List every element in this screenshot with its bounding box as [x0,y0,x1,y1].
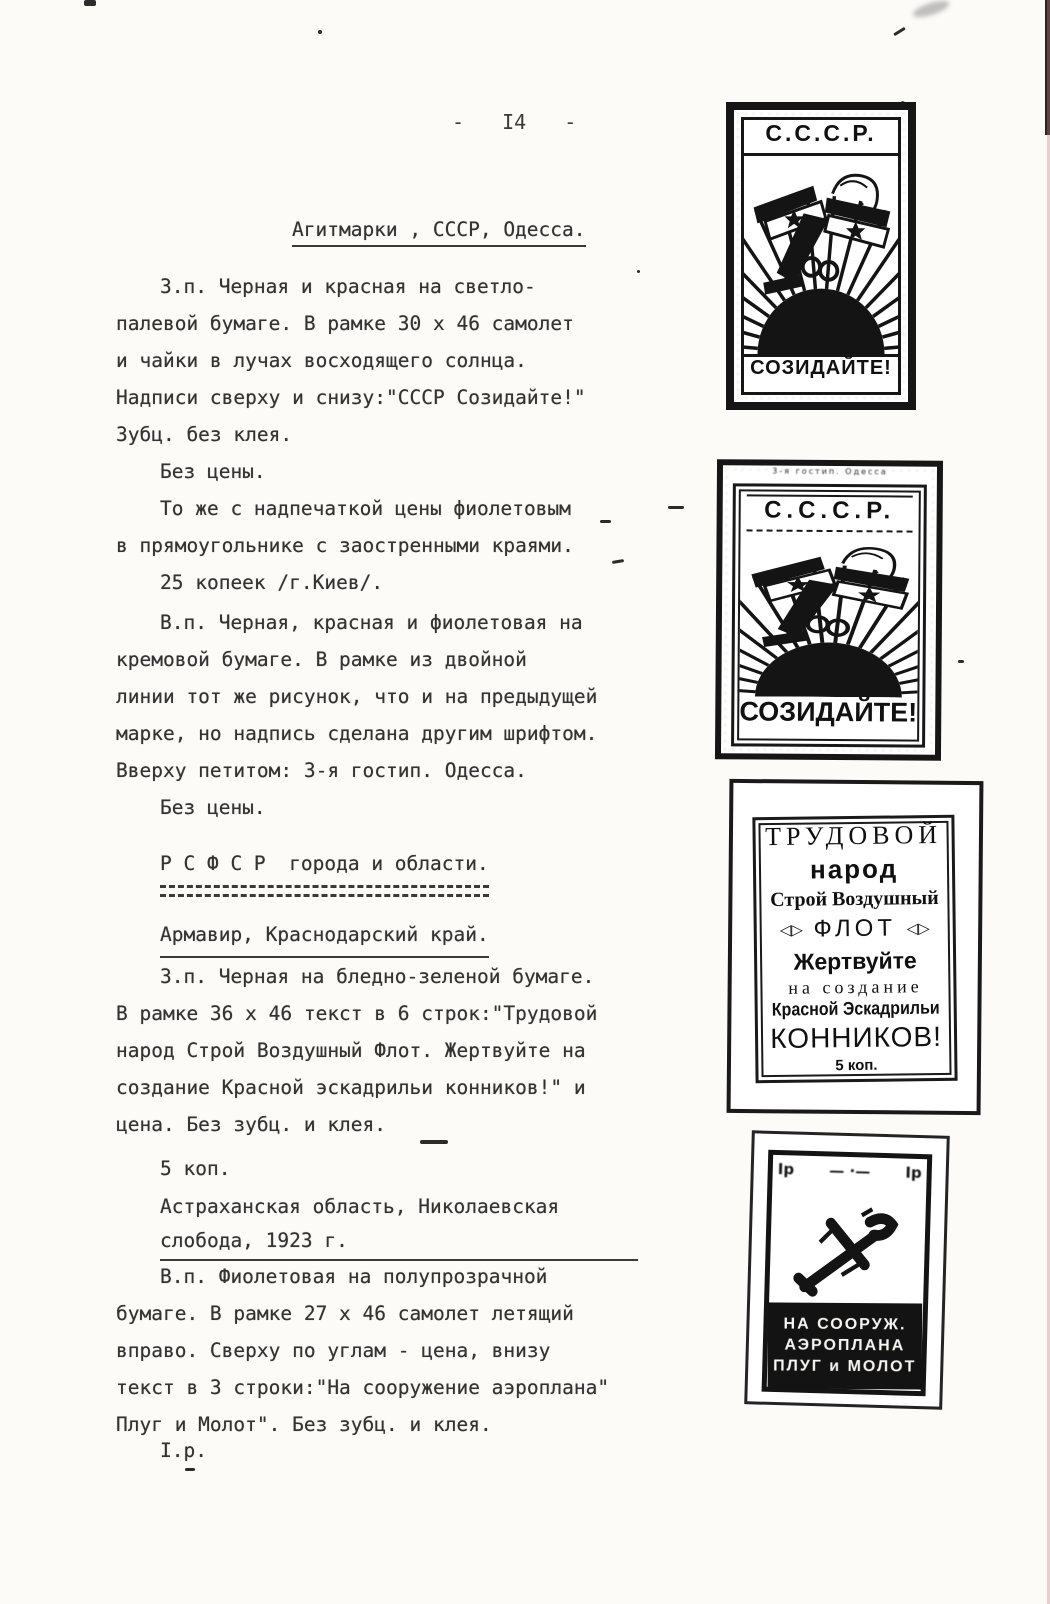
paragraph-line: и чайки в лучах восходящего солнца. [116,349,527,372]
stamp-line-text: ФЛОТ [813,913,897,943]
band-line: ПЛУГ и МОЛОТ [773,1357,917,1376]
scan-speck [84,0,96,6]
paragraph-line: Плуг и Молот". Без зубц. и клея. [116,1413,492,1436]
page-number: - I4 - [452,110,577,134]
paragraph-line: палевой бумаге. В рамке 30 х 46 самолет [116,312,574,335]
stamp-footer-label: СОЗИДАЙТЕ! [739,696,918,728]
price-text: I.р. [160,1439,207,1462]
biplane-sunburst-illustration [744,156,898,354]
paragraph-line: в прямоугольнике с заостренными краями. [116,534,574,557]
page-title: Агитмарки , СССР, Одесса. [292,218,586,247]
stamp-black-band [768,1302,923,1389]
paragraph-line: Зубц. без клея. [116,423,293,446]
stamp-aeroplan-plug-i-molot [744,1130,950,1409]
stamp-line [780,914,930,944]
stamp-header-label: С.С.С.Р. [744,120,898,156]
paragraph-line: кремовой бумаге. В рамке из двойной [116,648,527,671]
paragraph-line: В.п. Черная, красная и фиолетовая на [160,611,583,634]
stamp-line: КОННИКОВ! [770,1020,943,1054]
stamp-text-block [754,817,955,1077]
paragraph-line: создание Красной эскадрильи конников!" и [116,1076,586,1099]
biplane-sun-icon [739,531,918,697]
stamp-petit-imprint: 3-я гостип. Одесса [772,466,888,477]
section-heading-astrakhan [160,1190,638,1261]
paragraph-4 [116,1258,609,1443]
rough-airplane-illustration [769,1183,926,1305]
heading-text: слобода, 1923 г. [160,1226,348,1261]
band-line: НА СООРУЖ. [783,1315,907,1334]
heading-text: Р С Ф С Р города и области. [160,845,489,886]
stamp-inner-frame [762,1150,933,1396]
paragraph-line: 25 копеек /г.Киев/. [160,571,384,594]
paragraph-1 [116,268,586,601]
stamp-denomination: 5 коп. [835,1056,878,1074]
scan-speck [612,559,624,564]
paragraph-line: В рамке 36 х 46 текст в 6 строк:"Трудовой [116,1002,598,1025]
stamp-header-label: С.С.С.Р. [747,494,913,532]
paragraph-line: Надписи сверху и снизу:"СССР Созидайте!" [116,386,586,409]
paragraph-line: цена. Без зубц. и клея. [116,1113,387,1136]
stamp-value-row [772,1155,927,1187]
biplane-sunburst-illustration [739,531,918,697]
paragraph-line: народ Строй Воздушный Флот. Жертвуйте на [116,1039,586,1062]
paragraph-line: марке, но надпись сделана другим шрифтом. [116,722,598,745]
scan-speck [637,270,640,273]
stamp-dashes: — ·— [829,1161,871,1181]
paragraph-line: То же с надпечаткой цены фиолетовым [160,497,571,520]
biplane-sun-icon [744,156,898,354]
paragraph-line: вправо. Сверху по углам - цена, внизу [116,1339,551,1362]
stamp-inner-frame [737,489,921,741]
stamp-line: народ [809,852,899,885]
scan-speck [893,27,906,36]
paragraph-3 [116,958,597,1143]
diamond-ornament-icon: ◁▷ [906,919,930,937]
section-heading-armavir [160,916,489,958]
stamp-line: Красной Эскадрильи [771,998,940,1020]
stamp-vozdushny-flot [727,779,984,1115]
paragraph-line: З.п. Черная на бледно-зеленой бумаге. [160,965,595,988]
heading-text: Астраханская область, Николаевская [160,1195,560,1218]
paragraph-line: Без цены. [160,460,266,483]
diamond-ornament-icon: ◁▷ [779,921,803,939]
paragraph-line: Вверху петитом: 3-я гостип. Одесса. [116,759,527,782]
paragraph-line: В.п. Фиолетовая на полупрозрачной [160,1265,548,1288]
price-line-1r [116,1432,207,1469]
heading-text: Армавир, Краснодарский край. [160,916,489,958]
scan-smudge [911,0,951,21]
paragraph-line: бумаге. В рамке 27 х 46 самолет летящий [116,1302,574,1325]
stamp-line: Жертвуйте [793,946,917,975]
airplane-icon [769,1183,926,1305]
stamp-value-right: Iр [905,1163,922,1183]
stamp-sozidaite-second [715,459,943,761]
paragraph-line: текст в 3 строки:"На сооружение аэроплана" [116,1376,610,1399]
stamp-value-left: Iр [777,1160,795,1179]
paragraph-line: Без цены. [160,796,266,819]
stamp-footer-label: СОЗИДАЙТЕ! [744,354,898,392]
stamp-line: на создание [788,975,923,998]
paragraph-line: З.п. Черная и красная на светло- [160,275,536,298]
scan-speck [318,30,322,34]
stamp-double-frame [731,483,927,747]
band-line: АЭРОПЛАНА [784,1336,906,1355]
scan-speck [668,506,684,509]
stamp-sozidaite-first [726,102,916,410]
stamp-line: Строй Воздушный [769,886,939,911]
price-text: 5 коп. [160,1157,231,1180]
paragraph-line: линии тот же рисунок, что и на предыдущей [116,685,598,708]
stamp-line: ТРУДОВОЙ [765,819,943,851]
paragraph-2 [116,604,597,826]
section-heading-rsfsr [160,845,489,886]
scan-speck [600,520,611,523]
stamp-inner-frame [741,117,901,395]
price-line-5kop [116,1150,230,1187]
scan-speck [958,660,964,663]
